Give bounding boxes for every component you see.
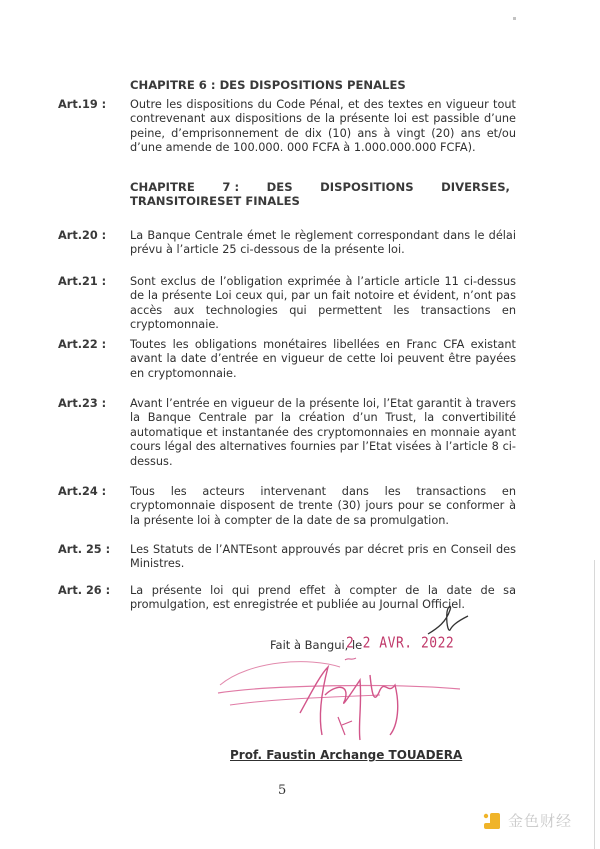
page-number: 5 xyxy=(278,783,287,798)
article-number: Art.22 : xyxy=(58,338,107,351)
article-text: Toutes les obligations monétaires libellées en Franc CFA existant avant la date d’entrée en vigueur de cette loi peuvent être payées en cryptomonnaie. xyxy=(130,338,516,380)
article-number: Art. 26 : xyxy=(58,584,111,597)
chapter-7-line-2: TRANSITOIRESET FINALES xyxy=(130,194,300,208)
chapter-7-heading xyxy=(130,180,510,208)
chapter-7-word: 7 : xyxy=(222,180,240,194)
article-text: Les Statuts de l’ANTEsont approuvés par décret pris en Conseil des Ministres. xyxy=(130,543,516,571)
article-text: Outre les dispositions du Code Pénal, et des textes en vigueur tout contrevenant aux dispositions de la présente loi est passible d’une peine, d’emprisonnement de dix (10) ans à vingt (20) ans et/ou d’une amende de 100.000. 000 FCFA à 1.000.000.000 FCFA). xyxy=(130,98,516,155)
article-number: Art. 25 : xyxy=(58,543,111,556)
scan-speck xyxy=(513,17,516,20)
place-date-label: Fait à Bangui, le xyxy=(270,638,363,652)
article-number: Art.21 : xyxy=(58,275,107,288)
chapter-7-word: DIVERSES, xyxy=(441,180,510,194)
chapter-7-word: DISPOSITIONS xyxy=(320,180,414,194)
stamp-date: 2 2 AVR. 2022 xyxy=(346,634,455,653)
chapter-6-heading: CHAPITRE 6 : DES DISPOSITIONS PENALES xyxy=(130,78,406,92)
article-text: Avant l’entrée en vigueur de la présente loi, l’Etat garantit à travers la Banque Centrale par la création d’un Trust, la convertibilité automatique et instantanée des cryptomonnaies en monnaie ayant cours légal des alternatives fournies par l’Etat visées à l’article 8 ci-dessus. xyxy=(130,397,516,468)
chapter-7-word: CHAPITRE xyxy=(130,180,195,194)
page-edge-line xyxy=(594,560,595,849)
signatory-name: Prof. Faustin Archange TOUADERA xyxy=(230,748,463,762)
article-number: Art.23 : xyxy=(58,397,107,410)
watermark-text: 金色财经 xyxy=(508,812,573,830)
article-text: La présente loi qui prend effet à compter de la date de sa promulgation, est enregistrée et publiée au Journal Officiel. xyxy=(130,584,516,612)
article-number: Art.24 : xyxy=(58,485,107,498)
article-text: La Banque Centrale émet le règlement correspondant dans le délai prévu à l’article 25 ci-dessous de la présente loi. xyxy=(130,229,516,257)
article-number: Art.19 : xyxy=(58,98,107,111)
watermark xyxy=(482,810,572,831)
chapter-7-word: DES xyxy=(266,180,293,194)
article-text: Tous les acteurs intervenant dans les transactions en cryptomonnaie disposent de trente (30) jours pour se conformer à la présente loi à compter de la date de sa promulgation. xyxy=(130,485,516,527)
article-text: Sont exclus de l’obligation exprimée à l’article article 11 ci-dessus de la présente Loi ceux qui, par un fait notoire et évident, n’ont pas accès aux technologies qui permettent les transactions en cryptomonnaie. xyxy=(130,275,516,332)
article-number: Art.20 : xyxy=(58,229,107,242)
jinse-logo-icon xyxy=(482,811,502,831)
signature xyxy=(210,655,470,750)
